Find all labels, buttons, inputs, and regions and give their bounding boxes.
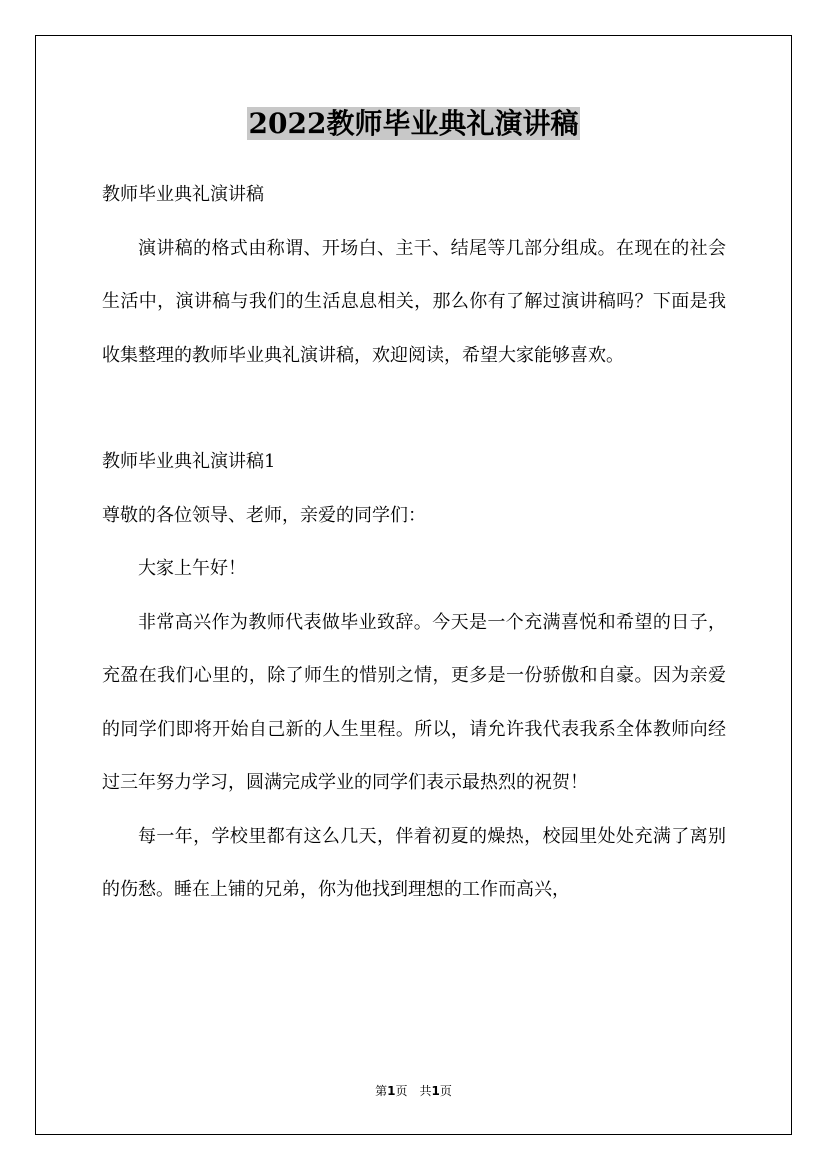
footer-page-suffix: 页 bbox=[439, 1084, 452, 1098]
footer-page-prefix: 第 bbox=[375, 1084, 388, 1098]
intro-paragraph: 演讲稿的格式由称谓、开场白、主干、结尾等几部分组成。在现在的社会生活中，演讲稿与我们的生活息息相关，那么你有了解过演讲稿吗？下面是我收集整理的教师毕业典礼演讲稿，欢迎阅读，希望大家能够喜欢。 bbox=[102, 237, 726, 366]
document-subtitle: 教师毕业典礼演讲稿 bbox=[102, 184, 264, 205]
greeting: 大家上午好！ bbox=[138, 558, 246, 579]
document-title bbox=[0, 104, 827, 144]
footer-page-current: 1 bbox=[387, 1084, 396, 1098]
body-paragraph-1: 非常高兴作为教师代表做毕业致辞。今天是一个充满喜悦和希望的日子，充盈在我们心里的，除了师生的惜别之情，更多是一份骄傲和自豪。因为亲爱的同学们即将开始自己新的人生里程。所以，请允许我代表我系全体教师向经过三年努力学习，圆满完成学业的同学们表示最热烈的祝贺！ bbox=[102, 611, 726, 793]
section-heading: 教师毕业典礼演讲稿1 bbox=[102, 451, 276, 472]
body-paragraph-2: 每一年，学校里都有这么几天，伴着初夏的燥热，校园里处处充满了离别的伤愁。睡在上铺的兄弟，你为他找到理想的工作而高兴， bbox=[102, 825, 726, 900]
document-body bbox=[102, 168, 726, 917]
footer-page-mid: 页 共 bbox=[395, 1084, 432, 1098]
document-title-text: 2022教师毕业典礼演讲稿 bbox=[248, 107, 579, 140]
paragraph-gap bbox=[102, 382, 726, 435]
page-footer bbox=[0, 1083, 827, 1099]
salutation: 尊敬的各位领导、老师，亲爱的同学们： bbox=[102, 504, 426, 526]
footer-page-total: 1 bbox=[431, 1084, 440, 1098]
